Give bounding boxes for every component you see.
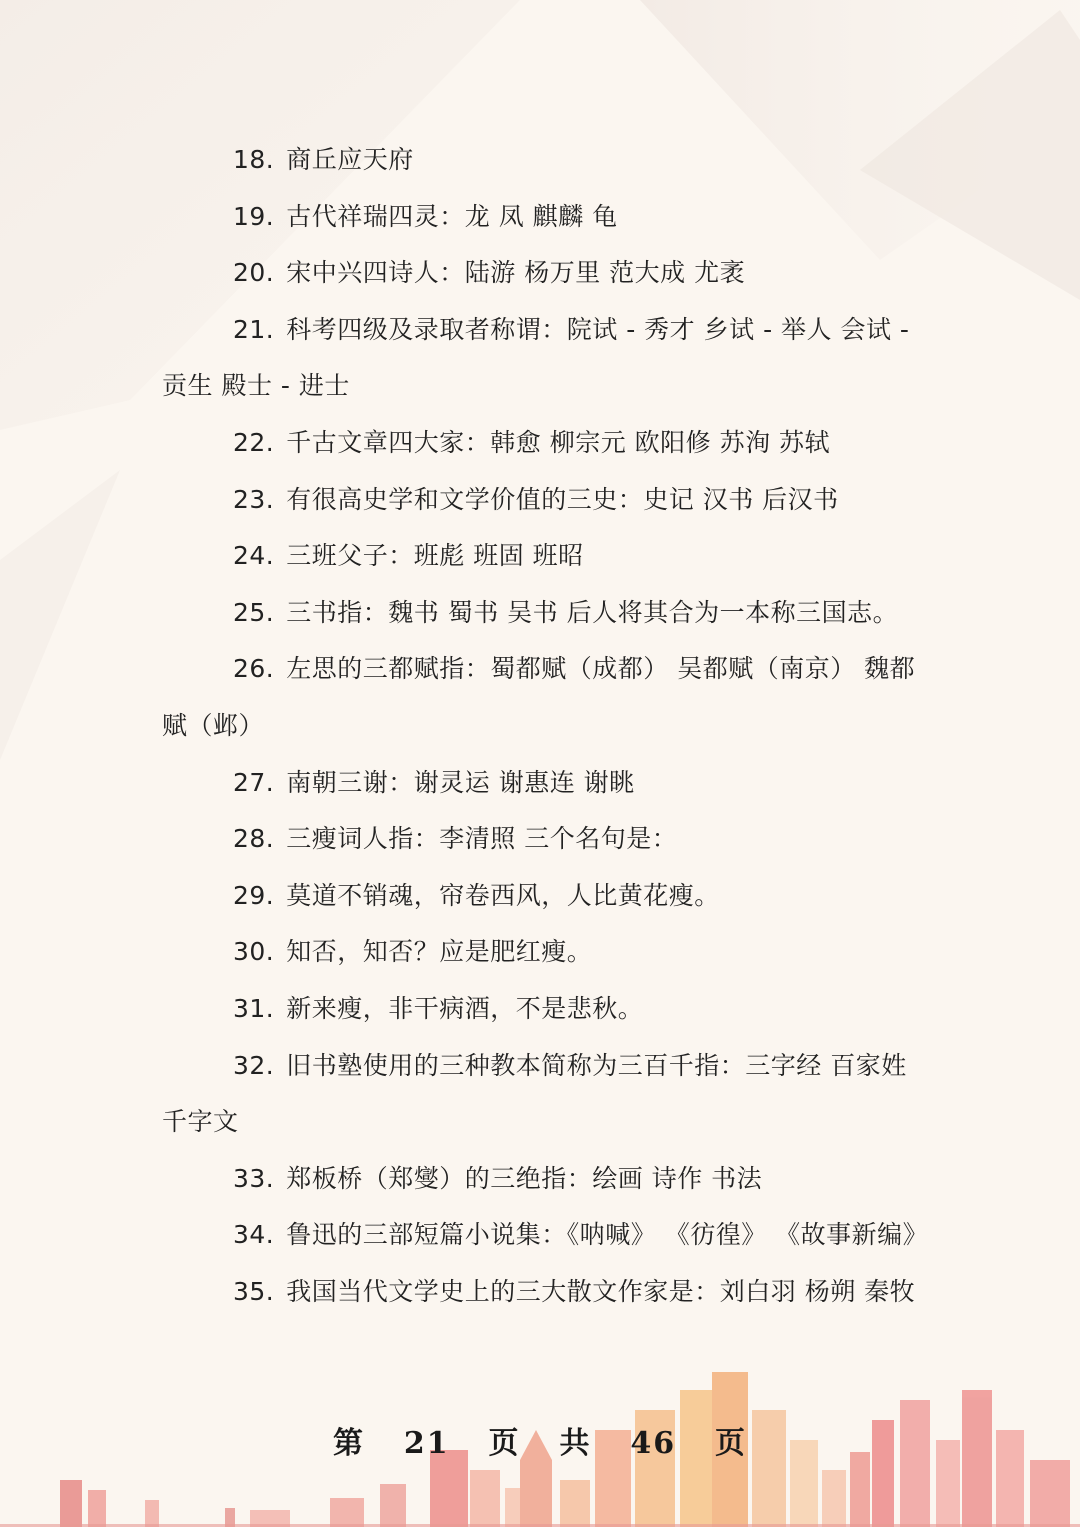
item-number: 20.	[233, 258, 275, 288]
list-item	[162, 981, 922, 1038]
list-item	[162, 641, 922, 698]
list-item	[162, 1151, 922, 1208]
item-text: 有很高史学和文学价值的三史：史记 汉书 后汉书	[286, 484, 839, 514]
list-item	[162, 189, 922, 246]
item-number: 30.	[233, 937, 275, 967]
item-number: 24.	[233, 541, 275, 571]
item-text: 三瘦词人指：李清照 三个名句是：	[286, 824, 678, 854]
footer-gong: 共	[559, 1426, 592, 1461]
list-item	[162, 302, 922, 359]
item-text: 商丘应天府	[286, 145, 414, 174]
list-item	[162, 132, 922, 189]
item-text: 三班父子：班彪 班固 班昭	[286, 541, 584, 571]
footer-page-number: 21	[403, 1426, 450, 1461]
item-text: 科考四级及录取者称谓：院试 - 秀才 乡试 - 举人 会试 -	[286, 314, 910, 344]
list-item	[162, 1207, 929, 1264]
item-number: 21.	[233, 314, 275, 344]
list-item	[162, 755, 922, 812]
item-text: 鲁迅的三部短篇小说集：《呐喊》 《彷徨》 《故事新编》	[286, 1220, 929, 1250]
item-text: 南朝三谢：谢灵运 谢惠连 谢眺	[286, 767, 635, 797]
item-number: 31.	[233, 993, 275, 1023]
list-item	[162, 472, 922, 529]
item-number: 22.	[233, 427, 275, 457]
item-text: 郑板桥（郑燮）的三绝指：绘画 诗作 书法	[286, 1163, 763, 1193]
item-number: 19.	[233, 201, 275, 231]
item-text: 旧书塾使用的三种教本简称为三百千指：三字经 百家姓	[286, 1050, 907, 1080]
item-number: 29.	[233, 880, 275, 910]
list-item	[162, 868, 922, 925]
item-text: 莫道不销魂，帘卷西风，人比黄花瘦。	[286, 880, 720, 910]
item-text: 赋（邺）	[162, 710, 265, 740]
list-item	[162, 585, 922, 642]
item-text: 知否，知否？应是肥红瘦。	[286, 937, 593, 967]
list-item	[162, 811, 922, 868]
list-item	[162, 245, 922, 302]
list-item	[162, 1264, 922, 1321]
item-number: 32.	[233, 1050, 275, 1080]
item-text: 千字文	[162, 1107, 239, 1137]
item-number: 33.	[233, 1163, 275, 1193]
item-text: 新来瘦，非干病酒，不是悲秋。	[286, 993, 644, 1023]
item-number: 23.	[233, 484, 275, 514]
item-text: 我国当代文学史上的三大散文作家是：刘白羽 杨朔 秦牧	[286, 1276, 916, 1306]
list-item	[162, 924, 922, 981]
item-text: 左思的三都赋指：蜀都赋（成都） 吴都赋（南京） 魏都	[286, 654, 916, 684]
footer-ye: 页	[488, 1426, 521, 1461]
list-item	[162, 1038, 922, 1095]
item-text: 古代祥瑞四灵：龙 凤 麒麟 龟	[286, 201, 618, 231]
footer-di: 第	[332, 1426, 365, 1461]
item-number: 18.	[233, 145, 275, 174]
item-number: 34.	[233, 1220, 275, 1250]
item-number: 25.	[233, 597, 275, 627]
list-item-continuation	[162, 1094, 922, 1151]
footer-total-pages: 46	[630, 1426, 677, 1461]
item-number: 35.	[233, 1276, 275, 1306]
footer-ye-2: 页	[715, 1426, 748, 1461]
list-item-continuation	[162, 358, 922, 415]
list-item	[162, 528, 922, 585]
item-text: 千古文章四大家：韩愈 柳宗元 欧阳修 苏洵 苏轼	[286, 427, 831, 457]
item-number: 26.	[233, 654, 275, 684]
item-text: 贡生 殿士 - 进士	[162, 371, 350, 401]
page-footer	[0, 1418, 1080, 1462]
list-item	[162, 415, 922, 472]
item-text: 三书指：魏书 蜀书 吴书 后人将其合为一本称三国志。	[286, 597, 899, 627]
item-number: 27.	[233, 767, 275, 797]
item-number: 28.	[233, 824, 275, 854]
item-text: 宋中兴四诗人：陆游 杨万里 范大成 尤袤	[286, 258, 746, 288]
list-item-continuation	[162, 698, 922, 755]
item-list	[162, 132, 929, 1320]
